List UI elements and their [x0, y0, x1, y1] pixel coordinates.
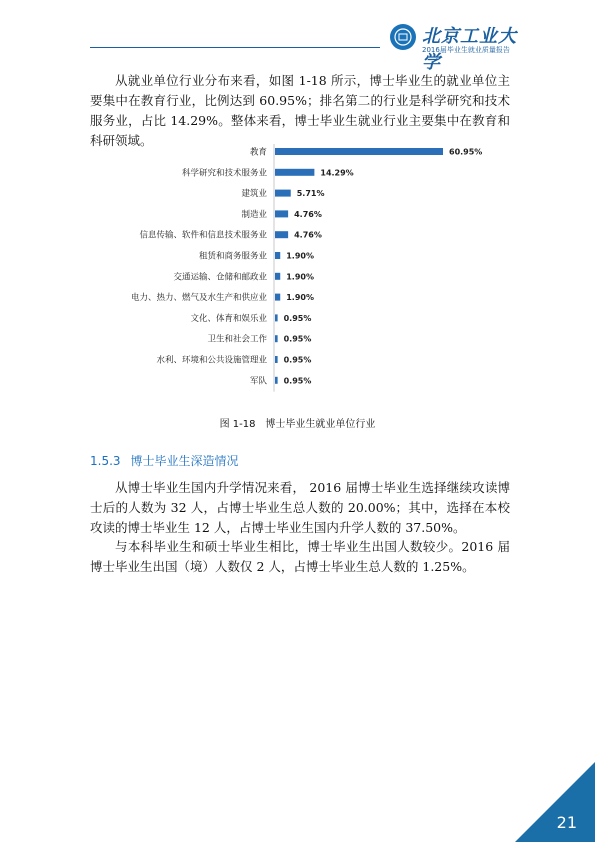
value-label: 0.95%: [283, 334, 312, 344]
further-study-paragraph: 从博士毕业生国内升学情况来看， 2016 届博士毕业生选择继续攻读博士后的人数为 32 人，占博士毕业生总人数的 20.00%；其中，选择在本校攻读的博士毕业生 12 人，占博士毕业生国内升学人数的 37.50%。: [90, 480, 510, 535]
category-label: 交通运输、仓储和邮政业: [173, 272, 267, 283]
chart-svg: [90, 140, 510, 400]
section-heading: [90, 452, 239, 469]
section-title: 博士毕业生深造情况: [130, 454, 239, 468]
page-number: 21: [556, 813, 577, 832]
section-number: 1.5.3: [90, 454, 121, 468]
bar: [275, 377, 278, 384]
bar: [275, 273, 280, 280]
category-label: 教育: [249, 147, 267, 158]
category-label: 信息传输、软件和信息技术服务业: [139, 230, 267, 241]
value-label: 1.90%: [286, 293, 315, 303]
bar: [275, 314, 278, 321]
value-label: 0.95%: [283, 376, 312, 386]
university-logo: [390, 20, 530, 73]
bar: [275, 148, 443, 155]
intro-paragraph: 从就业单位行业分布来看，如图 1-18 所示，博士毕业生的就业单位主要集中在教育行业，比例达到 60.95%；排名第二的行业是科学研究和技术服务业，占比 14.29%。整体来看，博士毕业生就业行业主要集中在教育和科研领域。: [90, 73, 510, 148]
bar: [275, 231, 288, 238]
category-label: 制造业: [241, 209, 267, 220]
category-label: 科学研究和技术服务业: [181, 168, 267, 179]
category-label: 卫生和社会工作: [207, 334, 267, 345]
bar: [275, 335, 278, 342]
category-label: 电力、热力、燃气及水生产和供应业: [130, 293, 267, 304]
bar: [275, 252, 280, 259]
value-label: 60.95%: [449, 147, 483, 157]
header-rule: [90, 47, 380, 48]
bar: [275, 356, 278, 363]
abroad-paragraph: 与本科毕业生和硕士毕业生相比，博士毕业生出国人数较少。2016 届博士毕业生出国（境）人数仅 2 人，占博士毕业生总人数的 1.25%。: [90, 539, 510, 574]
category-label: 租赁和商务服务业: [198, 251, 267, 262]
value-label: 1.90%: [286, 251, 315, 261]
corner-decoration: [515, 762, 595, 842]
bar: [275, 190, 291, 197]
bar: [275, 294, 280, 301]
value-label: 0.95%: [283, 355, 312, 365]
category-label: 建筑业: [241, 189, 267, 200]
emblem-icon: [390, 24, 416, 50]
category-label: 水利、环境和公共设施管理业: [156, 355, 267, 366]
bar: [275, 169, 314, 176]
bar: [275, 210, 288, 217]
value-label: 1.90%: [286, 272, 315, 282]
value-label: 4.76%: [294, 230, 322, 240]
value-label: 5.71%: [296, 189, 325, 199]
category-label: 军队: [249, 376, 267, 387]
figure-caption: 图 1-18 博士毕业生就业单位行业: [219, 419, 376, 430]
value-label: 4.76%: [294, 209, 322, 219]
value-label: 14.29%: [320, 168, 354, 178]
logo-name: 北京工业大学: [422, 26, 517, 73]
industry-bar-chart: [90, 140, 510, 400]
category-label: 文化、体育和娱乐业: [190, 313, 267, 324]
value-label: 0.95%: [283, 313, 312, 323]
report-subtitle: 2016届毕业生就业质量报告: [422, 46, 510, 54]
